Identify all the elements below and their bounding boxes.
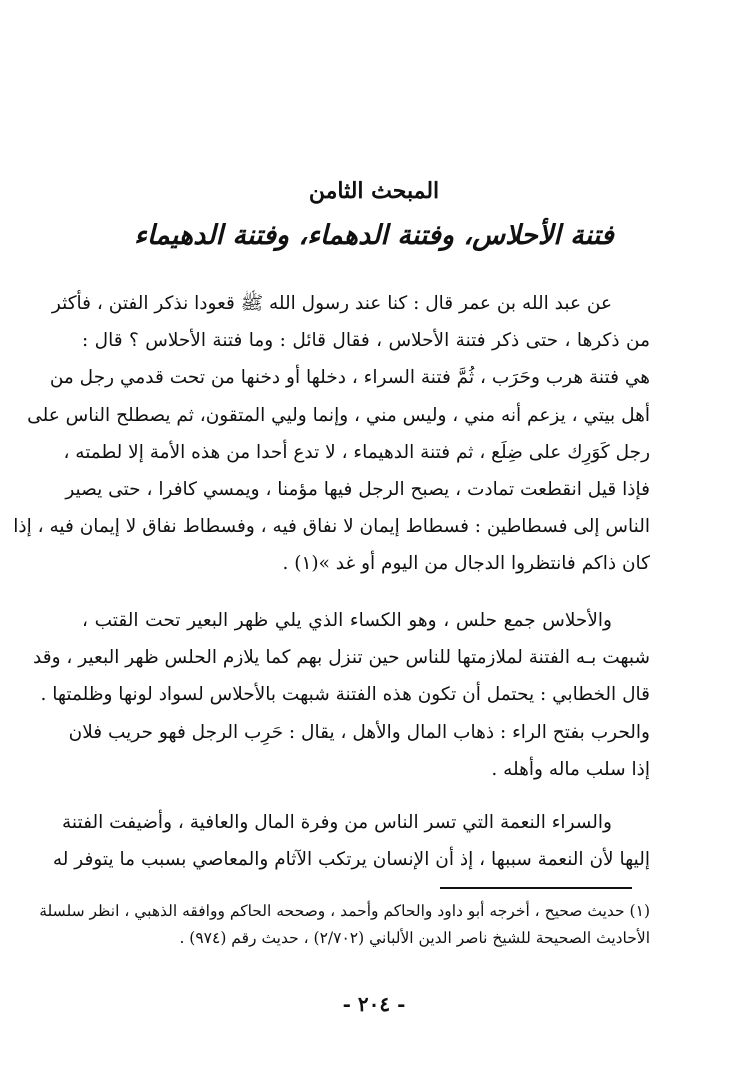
text-line: إليها لأن النعمة سببها ، إذ أن الإنسان يرتكب الآثام والمعاصي بسبب ما يتوفر له [52, 849, 650, 871]
page-number: - ٢٠٤ - [342, 992, 406, 1016]
paragraph-explanation-sarraa [52, 804, 650, 878]
text-line: عن عبد الله بن عمر قال : كنا عند رسول الله ﷺ قعودا نذكر الفتن ، فأكثر [51, 293, 612, 314]
text-line: والأحلاس جمع حلس ، وهو الكساء الذي يلي ظهر البعير تحت القتب ، [82, 610, 612, 631]
footnote-line: الأحاديث الصحيحة للشيخ ناصر الدين الألباني (٢/٧٠٢) ، حديث رقم (٩٧٤) . [179, 929, 650, 947]
footnote [39, 898, 650, 952]
footnote-line: (١) حديث صحيح ، أخرجه أبو داود والحاكم وأحمد ، وصححه الحاكم ووافقه الذهبي ، انظر سلسلة [39, 902, 650, 920]
text-line: الناس إلى فسطاطين : فسطاط إيمان لا نفاق فيه ، وفسطاط نفاق لا إيمان فيه ، إذا [13, 516, 650, 538]
text-line: إذا سلب ماله وأهله . [491, 758, 650, 780]
text-line: أهل بيتي ، يزعم أنه مني ، وليس مني ، وإنما وليي المتقون، ثم يصطلح الناس على [27, 404, 650, 426]
text-line: كان ذاكم فانتظروا الدجال من اليوم أو غد »(١) . [282, 553, 650, 575]
text-line: شبهت بـه الفتنة لملازمتها للناس حين تنزل بهم كما يلازم الحلس ظهر البعير ، وقد [33, 647, 650, 669]
paragraph-hadith [13, 285, 650, 583]
text-line: والحرب بفتح الراء : ذهاب المال والأهل ، يقال : حَرِب الرجل فهو حريب فلان [68, 721, 650, 743]
text-line: هي فتنة هرب وحَرَب ، ثُمَّ فتنة السراء ، دخلها أو دخنها من تحت قدمي رجل من [49, 367, 650, 389]
text-line: رجل كَوَرِك على ضِلَع ، ثم فتنة الدهيماء ، لا تدع أحدا من هذه الأمة إلا لطمته ، [63, 441, 650, 463]
text-line: قال الخطابي : يحتمل أن تكون هذه الفتنة شبهت بالأحلاس لسواد لونها وظلمتها . [40, 684, 650, 706]
paragraph-explanation-ahlas [33, 602, 650, 788]
text-line: من ذكرها ، حتى ذكر فتنة الأحلاس ، فقال قائل : وما فتنة الأحلاس ؟ قال : [82, 330, 650, 352]
section-label: المبحث الثامن [308, 178, 440, 204]
footnote-divider [440, 887, 632, 889]
text-line: والسراء النعمة التي تسر الناس من وفرة المال والعافية ، وأضيفت الفتنة [62, 812, 612, 833]
text-line: فإذا قيل انقطعت تمادت ، يصبح الرجل فيها مؤمنا ، ويمسي كافرا ، حتى يصير [65, 479, 650, 501]
chapter-title: فتنة الأحلاس، وفتنة الدهماء، وفتنة الدهيماء [134, 220, 614, 251]
